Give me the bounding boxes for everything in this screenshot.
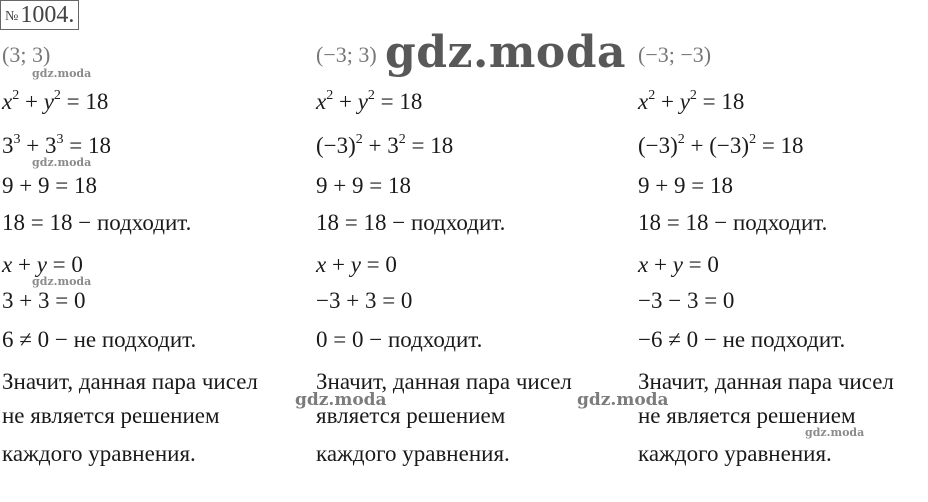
pair-header: (3; 3) xyxy=(2,42,51,67)
watermark-small: gdz.moda xyxy=(32,156,92,169)
sum-line: 9 + 9 = 18 xyxy=(316,173,411,198)
check-result-1: 18 = 18 − подходит. xyxy=(2,210,192,235)
conclusion-line-2: не является решением xyxy=(2,403,220,428)
conclusion-line-3: каждого уравнения. xyxy=(316,441,510,466)
watermark-small: gdz.moda xyxy=(32,67,92,80)
number-sign: № xyxy=(5,9,19,24)
equation-line-1: $x^2 + y^2 = 18$ xyxy=(316,88,423,114)
substitution-line-2: 3 + 3 = 0 xyxy=(2,288,86,313)
substitution-line-2: −3 − 3 = 0 xyxy=(638,288,735,313)
conclusion-line-3: каждого уравнения. xyxy=(638,441,832,466)
substitution-line: $(-3)^2 + (-3)^2 = 18$ xyxy=(638,132,804,158)
check-result-1: 18 = 18 − подходит. xyxy=(316,210,506,235)
check-result-2: −6 ≠ 0 − не подходит. xyxy=(638,327,846,352)
check-result-1: 18 = 18 − подходит. xyxy=(638,210,828,235)
pair-header: (−3; 3) xyxy=(316,42,377,67)
equation-line-1: $x^2 + y^2 = 18$ xyxy=(638,88,745,114)
sum-line: 9 + 9 = 18 xyxy=(638,173,733,198)
equation-line-1: $x^2 + y^2 = 18$ xyxy=(2,88,109,114)
problem-number: 1004. xyxy=(20,2,75,28)
equation-line-2: x + y = 0 xyxy=(638,252,719,277)
watermark-mid: gdz.moda xyxy=(577,390,669,410)
watermark-small: gdz.moda xyxy=(32,275,92,288)
watermark-mid: gdz.moda xyxy=(295,390,387,410)
check-result-2: 0 = 0 − подходит. xyxy=(316,327,483,352)
substitution-line-2: −3 + 3 = 0 xyxy=(316,288,413,313)
conclusion-line-1: Значит, данная пара чисел xyxy=(638,369,894,394)
conclusion-line-1: Значит, данная пара чисел xyxy=(2,369,258,394)
pair-header: (−3; −3) xyxy=(638,42,712,67)
conclusion-line-1: Значит, данная пара чисел xyxy=(316,369,572,394)
substitution-line: $(-3)^2 + 3^2 = 18$ xyxy=(316,132,454,158)
check-result-2: 6 ≠ 0 − не подходит. xyxy=(2,327,197,352)
conclusion-line-2: не является решением xyxy=(638,403,856,428)
equation-line-2: x + y = 0 xyxy=(2,252,83,277)
watermark-logo: gdz.moda xyxy=(385,27,627,78)
substitution-line: $3^3 + 3^3 = 18$ xyxy=(2,132,111,158)
conclusion-line-3: каждого уравнения. xyxy=(2,441,196,466)
solution-column-3 xyxy=(638,0,928,502)
equation-line-2: x + y = 0 xyxy=(316,252,397,277)
watermark-small: gdz.moda xyxy=(805,426,865,439)
conclusion-line-2: является решением xyxy=(316,403,506,428)
sum-line: 9 + 9 = 18 xyxy=(2,173,97,198)
